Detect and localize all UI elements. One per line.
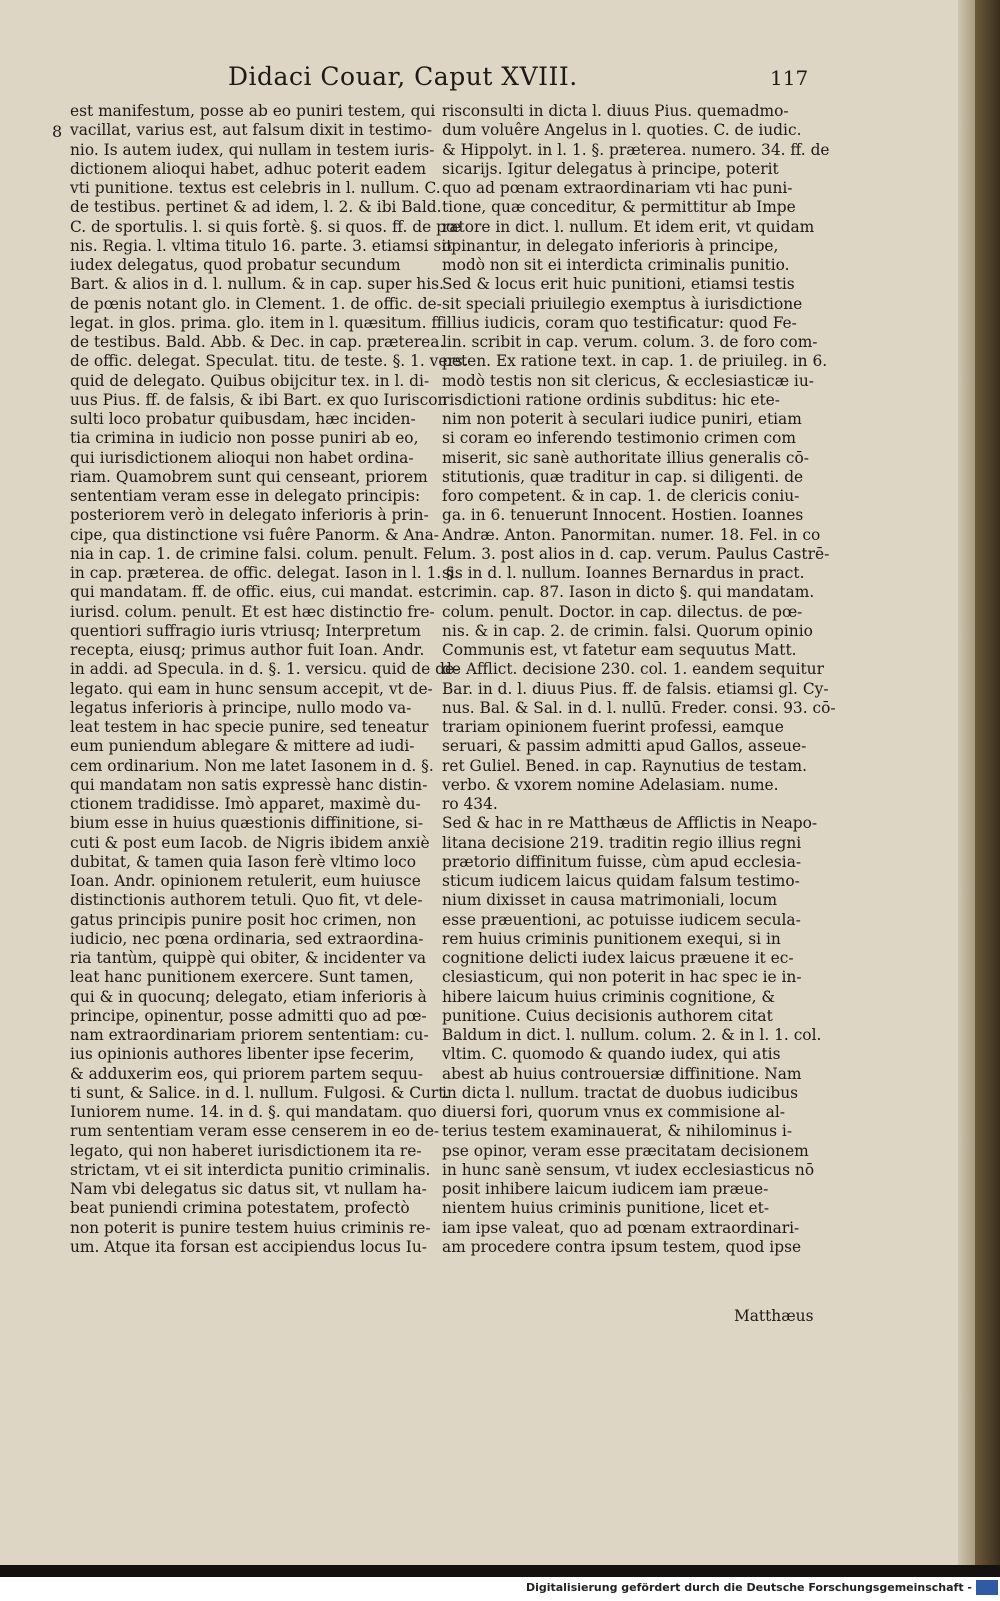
right-text-column [442,102,836,1257]
right-column-line: Bar. in d. l. diuus Pius. ff. de falsis. etiamsi gl. Cy- [442,679,829,698]
right-column-line: Communis est, vt fatetur eam sequutus Matt. [442,641,797,659]
left-column-line: non poterit is punire testem huius criminis re- [70,1218,431,1237]
book-spine [975,0,1000,1565]
right-column-line: risdictioni ratione ordinis subditus: hic ete- [442,390,780,409]
left-column-line: eum puniendum ablegare & mittere ad iudi- [70,737,415,756]
left-column-line: qui mandatam. ff. de offic. eius, cui mandat. est [70,583,442,602]
left-column-line: dubitat, & tamen quia Iason ferè vltimo loco [70,852,417,871]
right-column-line: colum. penult. Doctor. in cap. dilectus. de pœ- [442,602,803,621]
right-column-line: sicarijs. Igitur delegatus à principe, poterit [442,159,779,178]
left-text-column [70,102,468,1257]
left-column-line: est manifestum, posse ab eo puniri testem, qui [70,102,436,120]
right-column-line: terius testem examinauerat, & nihilominus i- [442,1122,793,1141]
dfg-logo [976,1580,998,1595]
left-column-line: nam extraordinariam priorem sententiam: cu- [70,1026,429,1044]
right-column-line: & Hippolyt. in l. 1. §. præterea. numero. 34. ff. de [442,140,830,159]
right-column-line: pse opinor, veram esse præcitatam decisionem [442,1141,809,1160]
left-column-line: sulti loco probatur quibusdam, hæc inciden- [70,410,416,428]
margin-number: 8 [52,122,63,141]
left-column-line: nio. Is autem iudex, qui nullam in testem iuris- [70,140,435,159]
right-column-line: de Afflict. decisione 230. col. 1. eandem sequitur [442,660,824,679]
left-column-line: nia in cap. 1. de crimine falsi. colum. penult. Fel. [70,544,452,563]
left-column-line: gatus principis punire posit hoc crimen, non [70,910,417,929]
left-column-line: beat puniendi crimina potestatem, profectò [70,1199,410,1218]
right-column-line: clesiasticum, qui non poterit in hac spec ie in- [442,968,802,987]
right-column-line: Sed & hac in re Matthæus de Afflictis in Neapo- [442,814,818,833]
right-column-line: Andræ. Anton. Panormitan. numer. 18. Fel. in co [442,525,821,544]
right-column-line: sis in d. l. nullum. Ioannes Bernardus in pract. [442,564,805,582]
right-column-line: seruari, & passim admitti apud Gallos, asseue- [442,737,807,756]
left-column-line: qui & in quocunq; delegato, etiam inferioris à [70,987,427,1006]
left-column-line: vacillat, varius est, aut falsum dixit in testimo- [70,121,433,140]
right-column-line: lum. 3. post alios in d. cap. verum. Paulus Castrē- [442,544,830,563]
left-column-line: iurisd. colum. penult. Et est hæc distinctio fre- [70,602,435,621]
right-column-line: rem huius criminis punitionem exequi, si in [442,929,781,948]
left-column-line: posteriorem verò in delegato inferioris à prin- [70,506,429,525]
left-column-line: nis. Regia. l. vltima titulo 16. parte. 3. etiamsi sit [70,236,453,255]
right-column-line: cognitione delicti iudex laicus præuene it ec- [442,949,794,967]
left-column-line: riam. Quamobrem sunt qui censeant, priorem [70,467,428,486]
scan-bottom-edge [0,1565,1000,1577]
left-column-line: in cap. præterea. de offic. delegat. Iason in l. 1. §. [70,564,459,582]
left-column-line: leat testem in hac specie punire, sed teneatur [70,718,429,736]
left-column-line: tia crimina in iudicio non posse puniri ab eo, [70,429,419,448]
footer [0,1577,1000,1601]
right-column-line: Baldum in dict. l. nullum. colum. 2. & in l. 1. col. [442,1026,822,1044]
right-column-line: verbo. & vxorem nomine Adelasiam. nume. [442,775,779,794]
right-column-line: dum voluêre Angelus in l. quoties. C. de iudic. [442,121,802,140]
right-column-line: ga. in 6. tenuerunt Innocent. Hostien. Ioannes [442,506,804,525]
right-column-line: sit speciali priuilegio exemptus à iurisdictione [442,294,803,313]
left-column-line: de pœnis notant glo. in Clement. 1. de offic. de- [70,294,442,313]
page-number: 117 [770,66,809,90]
right-column-line: ret Guliel. Bened. in cap. Raynutius de testam. [442,756,807,775]
right-column-line: sticum iudicem laicus quidam falsum testimo- [442,872,800,890]
left-column-line: principe, opinentur, posse admitti quo ad pœ- [70,1006,427,1025]
left-column-line: legatus inferioris à principe, nullo modo va- [70,698,412,717]
left-column-line: de testibus. pertinet & ad idem, l. 2. & ibi Bald. [70,198,442,217]
right-column-line: litana decisione 219. traditin regio illius regni [442,833,802,852]
right-column-line: diuersi fori, quorum vnus ex commisione al- [442,1103,785,1121]
left-column-line: legat. in glos. prima. glo. item in l. quæsitum. ff. [70,313,447,332]
right-column-line: iam ipse valeat, quo ad pœnam extraordinari- [442,1218,800,1237]
left-column-line: bium esse in huius quæstionis diffinitione, si- [70,814,424,833]
left-column-line: strictam, vt ei sit interdicta punitio criminalis. [70,1160,431,1179]
left-column-line: ria tantùm, quippè qui obiter, & incidenter va [70,949,427,967]
right-column-line: nis. & in cap. 2. de crimin. falsi. Quorum opinio [442,621,813,640]
left-column-line: cuti & post eum Iacob. de Nigris ibidem anxiè [70,833,430,852]
left-column-line: ctionem tradidisse. Imò apparet, maximè du- [70,795,421,813]
left-column-line: Iuniorem nume. 14. in d. §. qui mandatam. quo [70,1103,437,1121]
right-column-line: illius iudicis, coram quo testificatur: quod Fe- [442,313,797,332]
right-column-line: ro 434. [442,795,498,813]
right-column-line: am procedere contra ipsum testem, quod ipse [442,1237,802,1256]
left-column-line: Bart. & alios in d. l. nullum. & in cap. super his. [70,275,444,294]
running-header: Didaci Couar, Caput XVIII. [228,62,578,91]
right-column-line: trariam opinionem fuerint professi, eamque [442,718,784,736]
left-column-line: & adduxerim eos, qui priorem partem sequu- [70,1064,423,1083]
left-column-line: ius opinionis authores libenter ipse fecerim, [70,1045,415,1064]
right-column-line: opinantur, in delegato inferioris à principe, [442,236,779,255]
right-column-line: abest ab huius controuersiæ diffinitione. Nam [442,1064,802,1083]
left-column-line: ti sunt, & Salice. in d. l. nullum. Fulgosi. & Curt. [70,1083,450,1102]
left-column-line: iudex delegatus, quod probatur secundum [70,256,401,274]
left-column-line: vti punitione. textus est celebris in l. nullum. C. [70,179,441,197]
left-column-line: Nam vbi delegatus sic datus sit, vt nullam ha- [70,1180,427,1198]
left-column-line: Ioan. Andr. opinionem retulerit, eum huiusce [70,872,421,890]
page-edge [958,0,975,1565]
left-column-line: recepta, eiusq; primus author fuit Ioan. Andr. [70,641,425,659]
right-column-line: si coram eo inferendo testimonio crimen com [442,429,796,448]
catchword: Matthæus [734,1307,814,1325]
left-column-line: distinctionis authorem tetuli. Quo fit, vt dele- [70,891,423,910]
right-column-line: punitione. Cuius decisionis authorem citat [442,1006,773,1025]
left-column-line: quid de delegato. Quibus obijcitur tex. in l. di- [70,371,430,390]
right-column-line: peten. Ex ratione text. in cap. 1. de priuileg. in 6. [442,352,828,371]
right-column-line: foro competent. & in cap. 1. de clericis coniu- [442,487,800,505]
right-column-line: nientem huius criminis punitione, licet et- [442,1199,770,1218]
right-column-line: in hunc sanè sensum, vt iudex ecclesiasticus nō [442,1160,815,1179]
left-column-line: uus Pius. ff. de falsis, & ibi Bart. ex quo Iuriscon [70,390,448,409]
left-column-line: um. Atque ita forsan est accipiendus locus Iu- [70,1237,427,1256]
left-column-line: qui iurisdictionem alioqui non habet ordina- [70,448,414,467]
left-column-line: in addi. ad Specula. in d. §. 1. versicu. quid de de- [70,660,460,679]
right-column-line: lin. scribit in cap. verum. colum. 3. de foro com- [442,333,818,351]
left-column-line: legato, qui non haberet iurisdictionem ita re- [70,1141,422,1160]
right-column-line: modò non sit ei interdicta criminalis punitio. [442,256,790,274]
right-column-line: nium dixisset in causa matrimoniali, locum [442,891,778,910]
left-column-line: qui mandatam non satis expressè hanc distin- [70,775,428,794]
right-column-line: risconsulti in dicta l. diuus Pius. quemadmo- [442,102,789,120]
right-column-line: vltim. C. quomodo & quando iudex, qui atis [442,1045,781,1064]
right-column-line: crimin. cap. 87. Iason in dicto §. qui mandatam. [442,583,815,602]
left-column-line: rum sententiam veram esse censerem in eo de- [70,1122,440,1141]
right-column-line: tione, quæ conceditur, & permittitur ab Impe [442,198,796,217]
right-column-line: hibere laicum huius criminis cognitione, & [442,987,776,1006]
left-column-line: dictionem alioqui habet, adhuc poterit eadem [70,159,427,178]
right-column-line: Sed & locus erit huic punitioni, etiamsi testis [442,275,795,294]
left-column-line: cem ordinarium. Non me latet Iasonem in d. §. [70,756,434,775]
right-column-line: posit inhibere laicum iudicem iam præue- [442,1180,769,1198]
left-column-line: C. de sportulis. l. si quis fortè. §. si quos. ff. de pœ [70,217,462,236]
left-column-line: de testibus. Bald. Abb. & Dec. in cap. præterea. [70,333,445,351]
right-column-line: miserit, sic sanè authoritate illius generalis cō- [442,448,809,467]
right-column-line: stitutionis, quæ traditur in cap. si diligenti. de [442,467,804,486]
left-column-line: leat hanc punitionem exercere. Sunt tamen, [70,968,414,987]
right-column-line: esse præuentioni, ac potuisse iudicem secula- [442,910,801,929]
right-column-line: nus. Bal. & Sal. in d. l. nullū. Freder. consi. 93. cō- [442,698,836,717]
left-column-line: cipe, qua distinctione vsi fuêre Panorm. & Ana- [70,525,439,544]
left-column-line: quentiori suffragio iuris vtriusq; Interpretum [70,621,421,640]
right-column-line: nim non poterit à seculari iudice puniri, etiam [442,410,802,428]
left-column-line: iudicio, nec pœna ordinaria, sed extraordina- [70,929,424,948]
right-column-line: in dicta l. nullum. tractat de duobus iudicibus [442,1083,799,1102]
right-column-line: quo ad pœnam extraordinariam vti hac puni- [442,179,793,197]
right-column-line: prætorio diffinitum fuisse, cùm apud ecclesia- [442,852,802,871]
left-column-line: sententiam veram esse in delegato principis: [70,487,421,505]
right-column-line: modò testis non sit clericus, & ecclesiasticæ iu- [442,371,814,390]
left-column-line: legato. qui eam in hunc sensum accepit, vt de- [70,679,433,698]
right-column-line: ratore in dict. l. nullum. Et idem erit, vt quidam [442,217,815,236]
footer-credit: Digitalisierung gefördert durch die Deutsche Forschungsgemeinschaft - [525,1581,972,1594]
left-column-line: de offic. delegat. Speculat. titu. de teste. §. 1. vers. [70,352,468,371]
